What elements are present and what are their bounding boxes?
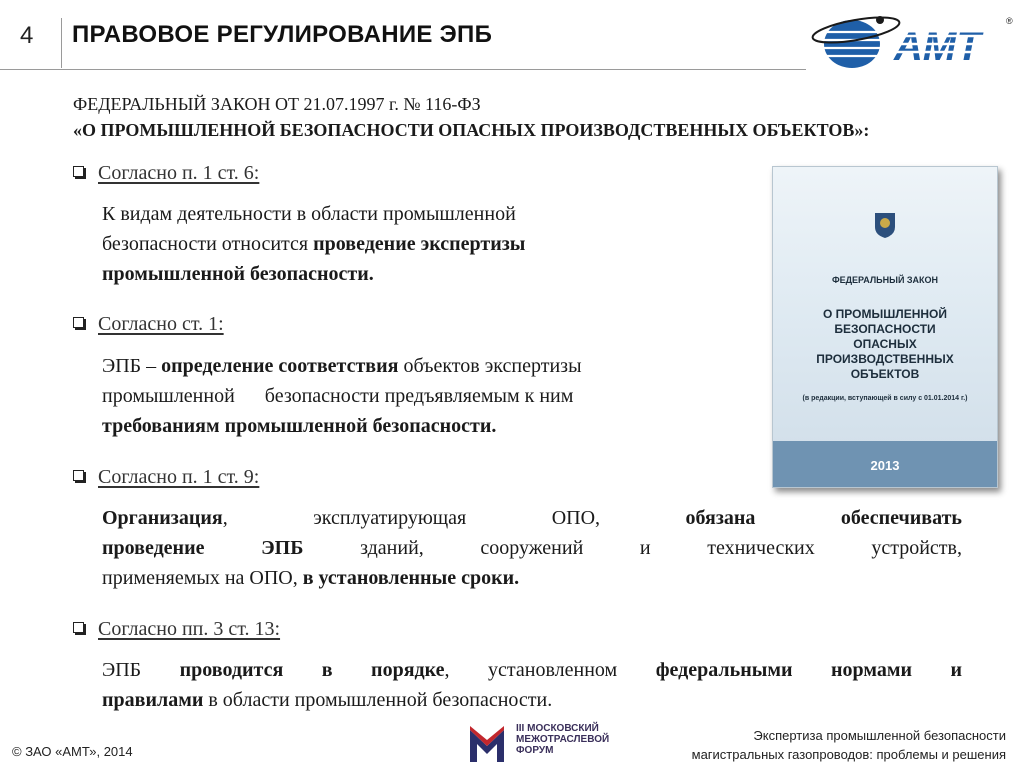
bold-text-run: Организация (102, 507, 223, 529)
slide-header (0, 0, 1024, 70)
checkbox-bullet-icon (73, 470, 84, 481)
paragraph-line (102, 503, 962, 533)
section-paragraph (102, 351, 766, 441)
bold-text-run: в установленные сроки. (302, 567, 520, 589)
text-run: безопасности относится (102, 233, 314, 255)
bold-text-run: требованиям промышленной безопасности. (102, 415, 497, 437)
forum-logo-icon (468, 724, 506, 764)
paragraph-line (102, 563, 962, 593)
checkbox-bullet-icon (73, 622, 84, 633)
bold-text-run: федеральными нормами и (655, 659, 962, 681)
paragraph-line (102, 533, 962, 563)
slide-number: 4 (20, 22, 34, 49)
text-run: К видам деятельности в области промышленной (102, 203, 516, 225)
text-run: , эксплуатирующая ОПО, (222, 507, 686, 529)
section-heading-label: Согласно ст. 1: (98, 313, 224, 335)
paragraph-line (102, 381, 766, 411)
text-run: объектов экспертизы (398, 355, 582, 377)
globe-icon (811, 13, 901, 68)
page-title: ПРАВОВОЕ РЕГУЛИРОВАНИЕ ЭПБ (72, 21, 493, 48)
bold-text-run: правилами (102, 689, 204, 711)
checkbox-bullet-icon (73, 317, 84, 328)
text-run: , установленном (444, 659, 656, 681)
section-heading-label: Согласно п. 1 ст. 9: (98, 466, 260, 488)
section-heading-label: Согласно пп. 3 ст. 13: (98, 618, 281, 640)
bold-text-run: определение соответствия (161, 355, 399, 377)
text-run: ЭПБ (102, 659, 180, 681)
bold-text-run: проведение экспертизы (313, 233, 526, 255)
text-run: промышленной безопасности предъявляемым к ним (102, 385, 574, 407)
coat-of-arms-icon (873, 211, 897, 239)
bold-text-run: обязана обеспечивать (685, 507, 962, 529)
text-run: ЭПБ – (102, 355, 162, 377)
text-run: зданий, сооружений и технических устройств, (303, 537, 962, 559)
section-heading (73, 162, 259, 185)
section-heading-label: Согласно п. 1 ст. 6: (98, 162, 260, 184)
book-title: О ПРОМЫШЛЕННОЙ БЕЗОПАСНОСТИ ОПАСНЫХ ПРОИЗВОДСТВЕННЫХ ОБЪЕКТОВ (816, 307, 954, 381)
presentation-caption (692, 726, 1006, 764)
svg-text:АМТ: АМТ (894, 25, 981, 69)
paragraph-line (102, 229, 742, 259)
amt-logo (796, 10, 1018, 72)
caption-line: магистральных газопроводов: проблемы и решения (691, 747, 1006, 762)
bold-text-run: проведение ЭПБ (102, 537, 304, 559)
caption-line: Экспертиза промышленной безопасности (753, 728, 1006, 743)
section-paragraph (102, 655, 962, 715)
bold-text-run: проводится в порядке (179, 659, 445, 681)
paragraph-line (102, 199, 742, 229)
section-heading (73, 466, 259, 489)
paragraph-line (102, 351, 766, 381)
law-reference: ФЕДЕРАЛЬНЫЙ ЗАКОН ОТ 21.07.1997 г. № 116-ФЗ (73, 94, 481, 114)
section-paragraph (102, 503, 962, 593)
paragraph-line (102, 655, 962, 685)
copyright-text: © ЗАО «АМТ», 2014 (12, 744, 133, 759)
section-paragraph (102, 199, 742, 289)
forum-name: III МОСКОВСКИЙ МЕЖОТРАСЛЕВОЙ ФОРУМ (516, 723, 610, 756)
paragraph-line (102, 685, 962, 715)
book-year: 2013 (870, 458, 900, 473)
svg-text:®: ® (1006, 16, 1013, 26)
paragraph-line (102, 411, 766, 441)
book-edition: (в редакции, вступающей в силу с 01.01.2014 г.) (802, 395, 968, 402)
book-label: ФЕДЕРАЛЬНЫЙ ЗАКОН (831, 275, 939, 285)
bold-text-run: промышленной безопасности. (102, 263, 374, 285)
section-heading (73, 313, 224, 336)
text-run: применяемых на ОПО, (102, 567, 303, 589)
paragraph-line (102, 259, 742, 289)
law-title: «О ПРОМЫШЛЕННОЙ БЕЗОПАСНОСТИ ОПАСНЫХ ПРОИЗВОДСТВЕННЫХ ОБЪЕКТОВ»: (73, 120, 870, 140)
section-heading (73, 618, 280, 641)
header-divider (61, 18, 62, 68)
law-book-cover-image (772, 166, 998, 488)
text-run: в области промышленной безопасности. (203, 689, 553, 711)
header-rule (0, 69, 806, 70)
checkbox-bullet-icon (73, 166, 84, 177)
